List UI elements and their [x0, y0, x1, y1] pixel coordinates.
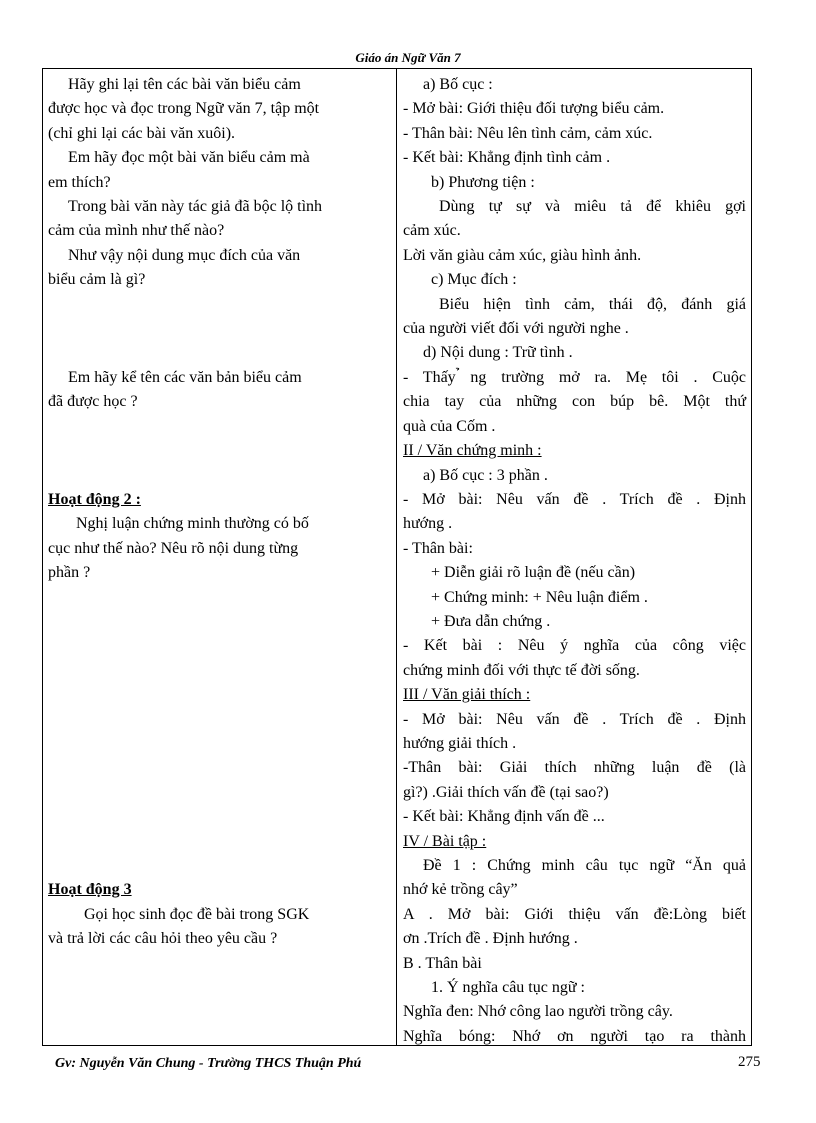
text-line: - Kết bài : Nêu ý nghĩa của công việc: [403, 637, 746, 655]
text-line: - Mở bài: Nêu vấn đề . Trích đề . Định: [403, 710, 746, 728]
left-column: [48, 73, 366, 951]
text-line: - Thân bài: Nêu lên tình cảm, cảm xúc.: [403, 124, 653, 142]
text-line: ơn .Trích đề . Định hướng .: [403, 930, 578, 948]
text-line: -Thân bài: Giải thích những luận đề (là: [403, 759, 746, 777]
text-line: chia tay của những con búp bê. Một thứ: [403, 393, 746, 411]
section-heading: II / Văn chứng minh :: [403, 442, 542, 460]
text-line: hướng giải thích .: [403, 734, 517, 752]
text-line: d) Nội dung : Trữ tình .: [423, 344, 573, 362]
text-line: của người viết đối với người nghe .: [403, 320, 629, 338]
text-line: Hãy ghi lại tên các bài văn biểu cảm: [68, 76, 301, 93]
text-line: - Thân bài:: [403, 539, 473, 557]
text-line: - Mở bài: Giới thiệu đối tượng biểu cảm.: [403, 100, 665, 118]
text-line: a) Bố cục : 3 phần .: [423, 466, 548, 484]
text-line: cảm xúc.: [403, 222, 461, 240]
text-line: và trả lời các câu hỏi theo yêu cầu ?: [48, 929, 278, 947]
text-line: Gọi học sinh đọc đề bài trong SGK: [84, 905, 310, 923]
text-line: B . Thân bài: [403, 954, 482, 972]
text-line: hướng .: [403, 515, 453, 533]
footer-author: Gv: Nguyễn Văn Chung - Trường THCS Thuận Phú: [55, 1056, 362, 1071]
column-divider: [396, 68, 397, 1046]
text-line: - Kết bài: Khẳng định vấn đề ...: [403, 808, 605, 826]
text-line: Đề 1 : Chứng minh câu tục ngữ “Ăn quả: [423, 857, 746, 874]
text-line: Nghĩa bóng: Nhớ ơn người tạo ra thành: [403, 1027, 746, 1045]
text-line: Trong bài văn này tác giả đã bộc lộ tình: [68, 198, 323, 216]
text-line: a) Bố cục :: [423, 76, 493, 93]
text-line: A . Mở bài: Giới thiệu vấn đề:Lòng biết: [403, 905, 746, 923]
text-line: chứng minh đối với thực tế đời sống.: [403, 661, 640, 679]
text-line: phần ?: [48, 564, 91, 582]
text-line: + Diễn giải rõ luận đề (nếu cần): [431, 564, 636, 582]
text-line: đã được học ?: [48, 393, 138, 411]
text-line: - Thấy ̉ng trường mở ra. Mẹ tôi . Cuộc: [403, 368, 746, 386]
text-line: Như vậy nội dung mục đích của văn: [68, 246, 301, 264]
text-line: Em hãy đọc một bài văn biểu cảm mà: [68, 149, 310, 167]
text-line: - Mở bài: Nêu vấn đề . Trích đề . Định: [403, 490, 746, 508]
text-line: Nghĩa đen: Nhớ công lao người trồng cây.: [403, 1003, 673, 1021]
text-line: cục như thế nào? Nêu rõ nội dung từng: [48, 539, 299, 557]
activity-2-title: Hoạt động 2 :: [48, 490, 141, 508]
text-line: Nghị luận chứng minh thường có bố: [76, 515, 309, 533]
text-line: Lời văn giàu cảm xúc, giàu hình ảnh.: [403, 246, 642, 264]
text-line: được học và đọc trong Ngữ văn 7, tập một: [48, 100, 320, 118]
text-line: c) Mục đích :: [431, 271, 517, 289]
section-heading: III / Văn giải thích :: [403, 686, 531, 704]
section-heading: IV / Bài tập :: [403, 832, 487, 850]
page-header: Giáo án Ngữ Văn 7: [355, 50, 461, 65]
text-line: em thích?: [48, 173, 111, 191]
right-column: [403, 73, 746, 1049]
page-number: 275: [738, 1054, 761, 1070]
text-line: (chỉ ghi lại các bài văn xuôi).: [48, 124, 236, 142]
text-line: Dùng tự sự và miêu tả để khiêu gợi: [439, 198, 746, 216]
text-line: Biểu hiện tình cảm, thái độ, đánh giá: [439, 295, 746, 313]
text-line: gì?) .Giải thích vấn đề (tại sao?): [403, 783, 609, 801]
text-line: - Kết bài: Khẳng định tình cảm .: [403, 149, 611, 167]
text-line: 1. Ý nghĩa câu tục ngữ :: [431, 979, 585, 997]
text-line: + Đưa dẫn chứng .: [431, 612, 551, 630]
text-line: b) Phương tiện :: [431, 173, 535, 191]
text-line: cảm của mình như thế nào?: [48, 222, 225, 240]
activity-3-title: Hoạt động 3: [48, 881, 132, 899]
text-line: + Chứng minh: + Nêu luận điểm .: [431, 588, 648, 606]
text-line: Em hãy kể tên các văn bản biểu cảm: [68, 368, 302, 386]
text-line: biểu cảm là gì?: [48, 271, 146, 289]
text-line: nhớ kẻ trồng cây”: [403, 881, 518, 899]
text-line: quà của Cốm .: [403, 417, 496, 435]
